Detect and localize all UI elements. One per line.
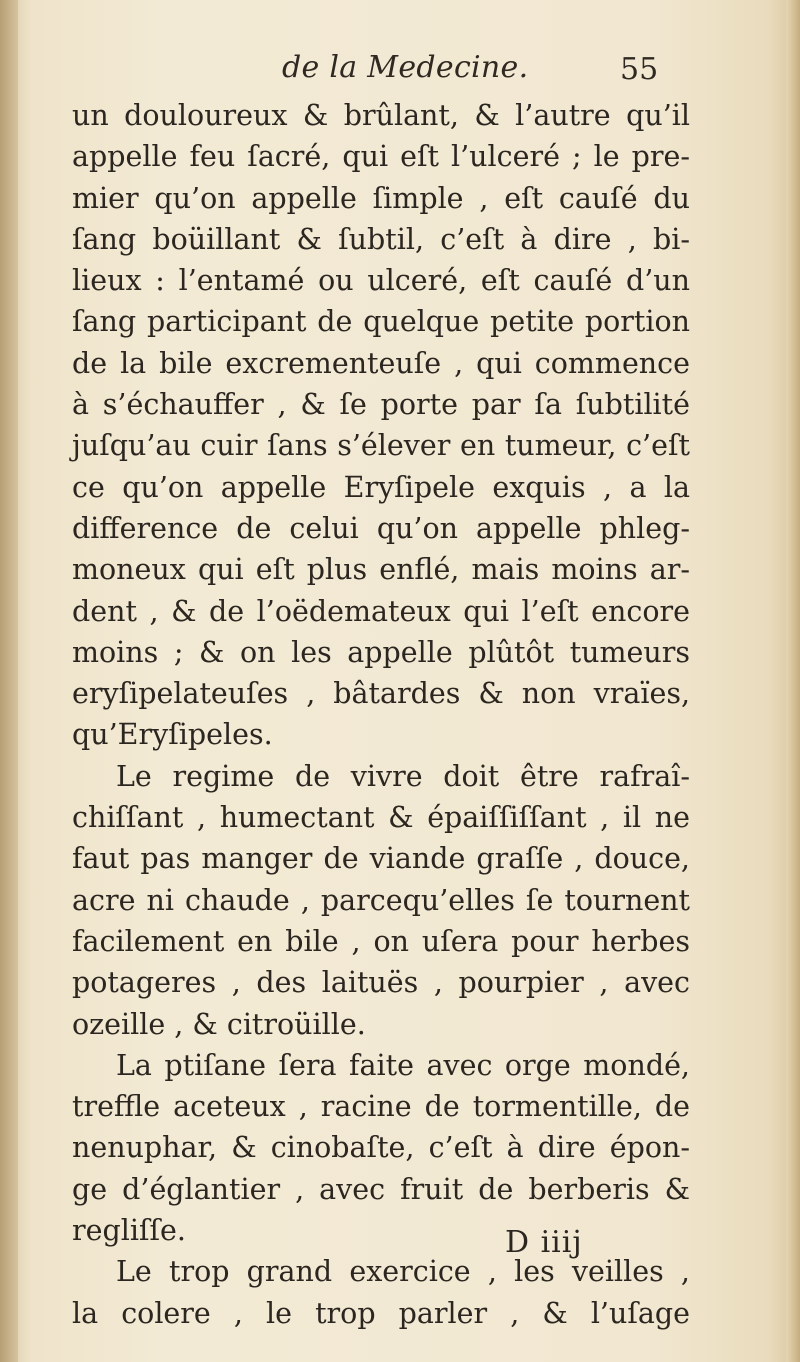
- text-line: moneux qui eſt plus enflé, mais moins ar-: [72, 553, 690, 587]
- page-number: 55: [620, 52, 659, 87]
- text-line: chiſſant , humectant & épaiſſiſſant , il ne: [72, 801, 690, 835]
- text-line: difference de celui qu’on appelle phleg-: [72, 511, 690, 545]
- text-line: qu’Eryſipeles.: [72, 718, 273, 752]
- running-title: de la Medecine.: [282, 50, 529, 85]
- page-right-edge: [786, 0, 800, 1362]
- text-line: acre ni chaude , parcequ’elles ſe tournent: [72, 883, 690, 917]
- text-line: la colere , le trop parler , & l’uſage: [72, 1296, 690, 1330]
- text-line: La ptiſane ſera faite avec orge mondé,: [116, 1048, 690, 1082]
- text-line: potageres , des laituës , pourpier , avec: [72, 966, 690, 1000]
- text-line: faut pas manger de viande graſſe , douce,: [72, 842, 690, 876]
- text-line: appelle feu ſacré, qui eſt l’ulceré ; le pre-: [72, 140, 690, 174]
- signature-mark: D iiij: [505, 1225, 583, 1260]
- text-line: mier qu’on appelle ſimple , eſt cauſé du: [72, 181, 690, 215]
- text-line: dent , & de l’oëdemateux qui l’eſt encore: [72, 594, 690, 628]
- text-line: à s’échauffer , & ſe porte par ſa ſubtilité: [72, 388, 690, 422]
- text-line: ſang boüillant & ſubtil, c’eſt à dire , bi-: [72, 222, 690, 256]
- text-line: treffle aceteux , racine de tormentille, de: [72, 1090, 690, 1124]
- text-line: ſang participant de quelque petite portion: [72, 305, 690, 339]
- text-line: eryſipelateuſes , bâtardes & non vraïes,: [72, 677, 690, 711]
- text-line: lieux : l’entamé ou ulceré, eſt cauſé d’un: [72, 264, 690, 298]
- text-line: moins ; & on les appelle plûtôt tumeurs: [72, 635, 690, 669]
- text-line: ce qu’on appelle Eryſipele exquis , a la: [72, 470, 690, 504]
- page-left-edge: [0, 0, 18, 1362]
- text-line: un douloureux & brûlant, & l’autre qu’il: [72, 99, 690, 132]
- text-line: ge d’églantier , avec fruit de berberis &: [72, 1172, 690, 1206]
- text-line: Le regime de vivre doit être rafraî-: [116, 759, 690, 793]
- body-text: [72, 95, 690, 1334]
- text-line: nenuphar, & cinobaſte, c’eſt à dire épon-: [72, 1131, 690, 1165]
- text-line: ozeille , & citroüille.: [72, 1007, 366, 1041]
- page-header: [0, 50, 800, 100]
- text-line: Le trop grand exercice , les veilles ,: [116, 1255, 690, 1289]
- text-line: facilement en bile , on uſera pour herbes: [72, 924, 690, 958]
- text-line: juſqu’au cuir ſans s’élever en tumeur, c’eſt: [72, 429, 690, 463]
- text-line: regliſſe.: [72, 1214, 186, 1248]
- text-line: de la bile excrementeuſe , qui commence: [72, 346, 690, 380]
